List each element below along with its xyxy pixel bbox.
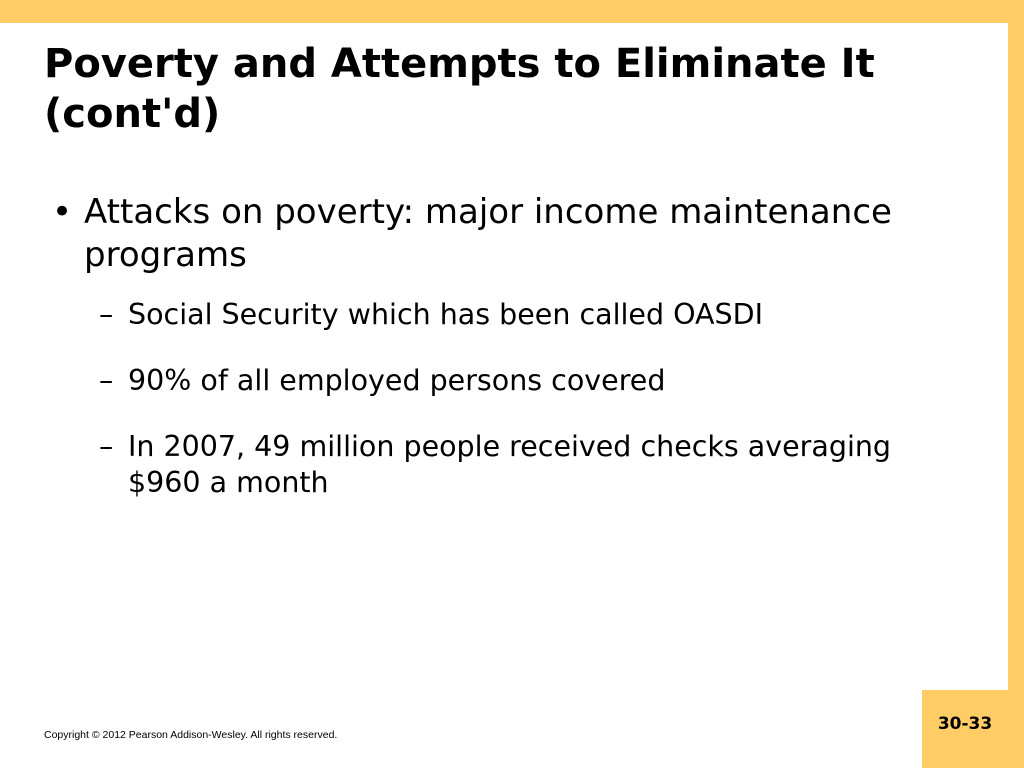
copyright-notice: Copyright © 2012 Pearson Addison-Wesley. All rights reserved.: [44, 729, 338, 741]
slide-title-line1: Poverty and Attempts to Eliminate It: [44, 41, 875, 87]
page-number: 30-33: [937, 714, 993, 734]
slide-right-border: [1008, 0, 1024, 768]
bullet-text: Attacks on poverty: major income maintenance programs: [84, 192, 892, 275]
sub-bullet-item: [44, 363, 924, 399]
sub-bullet-text: Social Security which has been called OASDI: [128, 298, 763, 331]
slide-top-border: [0, 0, 1024, 23]
sub-bullet-marker: –: [99, 364, 114, 397]
bullet-item: [44, 191, 924, 277]
slide-title-line2: (cont'd): [44, 91, 221, 137]
slide-content: [44, 191, 924, 531]
sub-bullet-item: [44, 429, 924, 501]
sub-bullet-text: In 2007, 49 million people received checks averaging $960 a month: [128, 430, 892, 499]
sub-bullet-list: [44, 297, 924, 501]
sub-bullet-marker: –: [99, 298, 114, 331]
sub-bullet-item: [44, 297, 924, 333]
sub-bullet-marker: –: [99, 430, 114, 463]
slide-title: [44, 39, 1004, 139]
sub-bullet-text: 90% of all employed persons covered: [128, 364, 666, 397]
bullet-marker: •: [52, 192, 73, 232]
